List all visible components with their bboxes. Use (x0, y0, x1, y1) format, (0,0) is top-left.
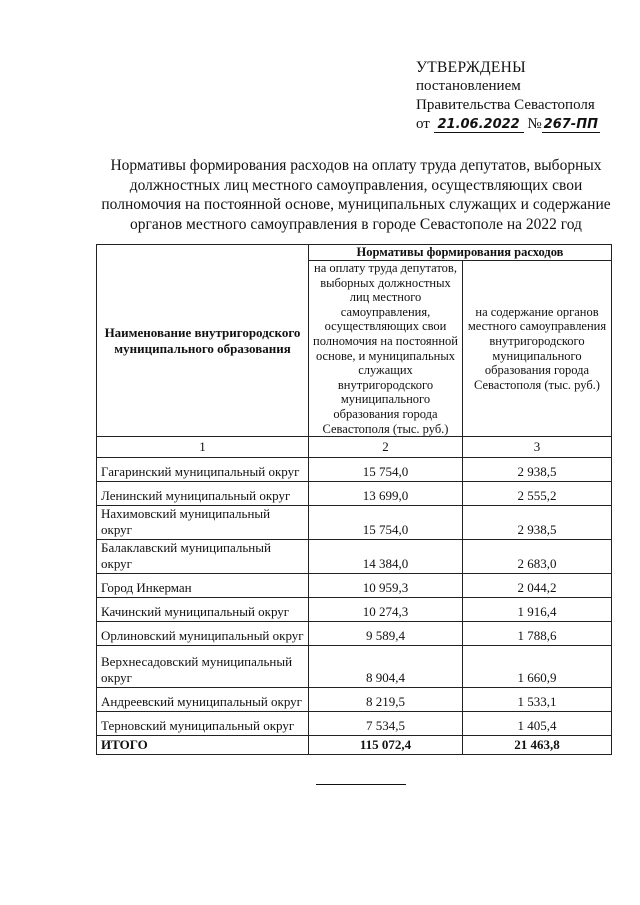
upkeep-value: 1 405,4 (463, 712, 612, 736)
approval-date-line (416, 115, 631, 134)
upkeep-value: 1 660,9 (463, 646, 612, 688)
norms-table (96, 244, 612, 755)
salary-value: 9 589,4 (309, 622, 463, 646)
salary-value: 10 959,3 (309, 574, 463, 598)
approval-line-decree: постановлением (416, 78, 521, 94)
total-row (97, 736, 612, 755)
municipality-name: Город Инкерман (97, 574, 309, 598)
total-upkeep-value: 21 463,8 (463, 736, 612, 755)
approval-heading: УТВЕРЖДЕНЫ (416, 59, 526, 76)
salary-value: 13 699,0 (309, 482, 463, 506)
header-upkeep: на содержание органов местного самоуправления внутригородского муниципального образования города Севастополя (тыс. руб.) (463, 261, 612, 437)
table-row (97, 688, 612, 712)
header-norms-group: Нормативы формирования расходов (309, 245, 612, 261)
document-title: Нормативы формирования расходов на оплату труда депутатов, выборных должностных лиц местного самоуправления, осуществляющих свои полномочия на постоянной основе, муниципальных служащих и содержание органов местного самоуправления в городе Севастополе на 2022 год (101, 157, 611, 233)
number-prefix: № (527, 116, 542, 132)
date-prefix: от (416, 116, 430, 132)
municipality-name: Терновский муниципальный округ (97, 712, 309, 736)
closing-divider (316, 784, 406, 785)
municipality-name: Андреевский муниципальный округ (97, 688, 309, 712)
salary-value: 14 384,0 (309, 540, 463, 574)
header-municipality: Наименование внутригородского муниципального образования (97, 245, 309, 437)
handwritten-number: 267-ПП (543, 117, 598, 132)
table-row (97, 646, 612, 688)
table-row (97, 458, 612, 482)
total-label: ИТОГО (97, 736, 309, 755)
salary-value: 8 904,4 (309, 646, 463, 688)
approval-block (416, 58, 631, 134)
table-row (97, 482, 612, 506)
upkeep-value: 2 683,0 (463, 540, 612, 574)
column-number: 3 (463, 437, 612, 458)
upkeep-value: 1 533,1 (463, 688, 612, 712)
total-salary-value: 115 072,4 (309, 736, 463, 755)
upkeep-value: 2 044,2 (463, 574, 612, 598)
header-salary: на оплату труда депутатов, выборных должностных лиц местного самоуправления, осуществляющих свои полномочия на постоянной основе, и муниципальных служащих внутригородского муниципального образования города Севастополя (тыс. руб.) (309, 261, 463, 437)
handwritten-date: 21.06.2022 (434, 118, 524, 133)
municipality-name: Балаклавский муниципальный округ (97, 540, 309, 574)
table-row (97, 598, 612, 622)
column-number: 2 (309, 437, 463, 458)
municipality-name: Качинский муниципальный округ (97, 598, 309, 622)
column-number-row (97, 437, 612, 458)
salary-value: 7 534,5 (309, 712, 463, 736)
municipality-name: Ленинский муниципальный округ (97, 482, 309, 506)
salary-value: 15 754,0 (309, 506, 463, 540)
upkeep-value: 1 916,4 (463, 598, 612, 622)
table-row (97, 622, 612, 646)
salary-value: 15 754,0 (309, 458, 463, 482)
approval-line-government: Правительства Севастополя (416, 97, 595, 113)
municipality-name: Гагаринский муниципальный округ (97, 458, 309, 482)
column-number: 1 (97, 437, 309, 458)
table-row (97, 712, 612, 736)
upkeep-value: 2 555,2 (463, 482, 612, 506)
table-row (97, 506, 612, 540)
upkeep-value: 2 938,5 (463, 506, 612, 540)
table-header-row (97, 245, 612, 261)
municipality-name: Нахимовский муниципальный округ (97, 506, 309, 540)
table-row (97, 574, 612, 598)
upkeep-value: 1 788,6 (463, 622, 612, 646)
salary-value: 8 219,5 (309, 688, 463, 712)
table-row (97, 540, 612, 574)
salary-value: 10 274,3 (309, 598, 463, 622)
municipality-name: Орлиновский муниципальный округ (97, 622, 309, 646)
upkeep-value: 2 938,5 (463, 458, 612, 482)
municipality-name: Верхнесадовский муниципальный округ (97, 646, 309, 688)
